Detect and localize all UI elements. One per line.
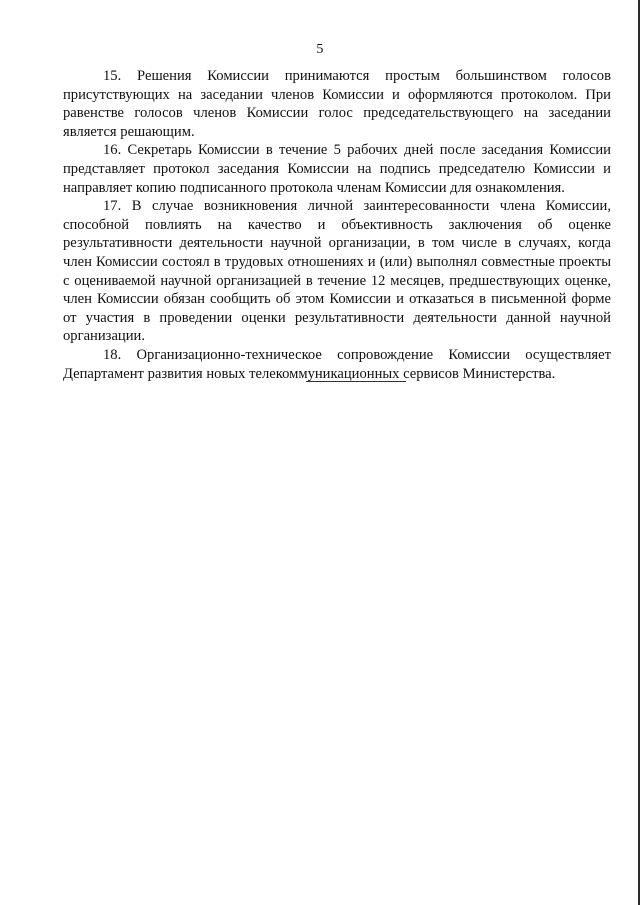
document-body: [63, 67, 611, 383]
page-number: 5: [316, 42, 324, 57]
paragraph-16: 16. Секретарь Комиссии в течение 5 рабочих дней после заседания Комиссии представляет протокол заседания Комиссии на подпись председателю Комиссии и направляет копию подписанного протокола членам Комиссии для ознакомления.: [63, 142, 611, 196]
paragraph-17: 17. В случае возникновения личной заинтересованности члена Комиссии, способной повлиять на качество и объективность заключения об оценке результативности деятельности научной организации, в том числе в случаях, когда член Комиссии состоял в трудовых отношениях и (или) выполнял совместные проекты с оцениваемой научной организацией в течение 12 месяцев, предшествующих оценке, член Комиссии обязан сообщить об этом Комиссии и отказаться в письменной форме от участия в проведении оценки результативности деятельности данной научной организации.: [63, 198, 611, 345]
paragraph-18: 18. Организационно-техническое сопровождение Комиссии осуществляет Департамент развития новых телекоммуникационных сервисов Министерства.: [63, 346, 611, 382]
end-of-text-rule: [306, 381, 406, 382]
paragraph-15: 15. Решения Комиссии принимаются простым большинством голосов присутствующих на заседании членов Комиссии и оформляются протоколом. При равенстве голосов членов Комиссии голос председательствующего на заседании является решающим.: [63, 68, 611, 140]
